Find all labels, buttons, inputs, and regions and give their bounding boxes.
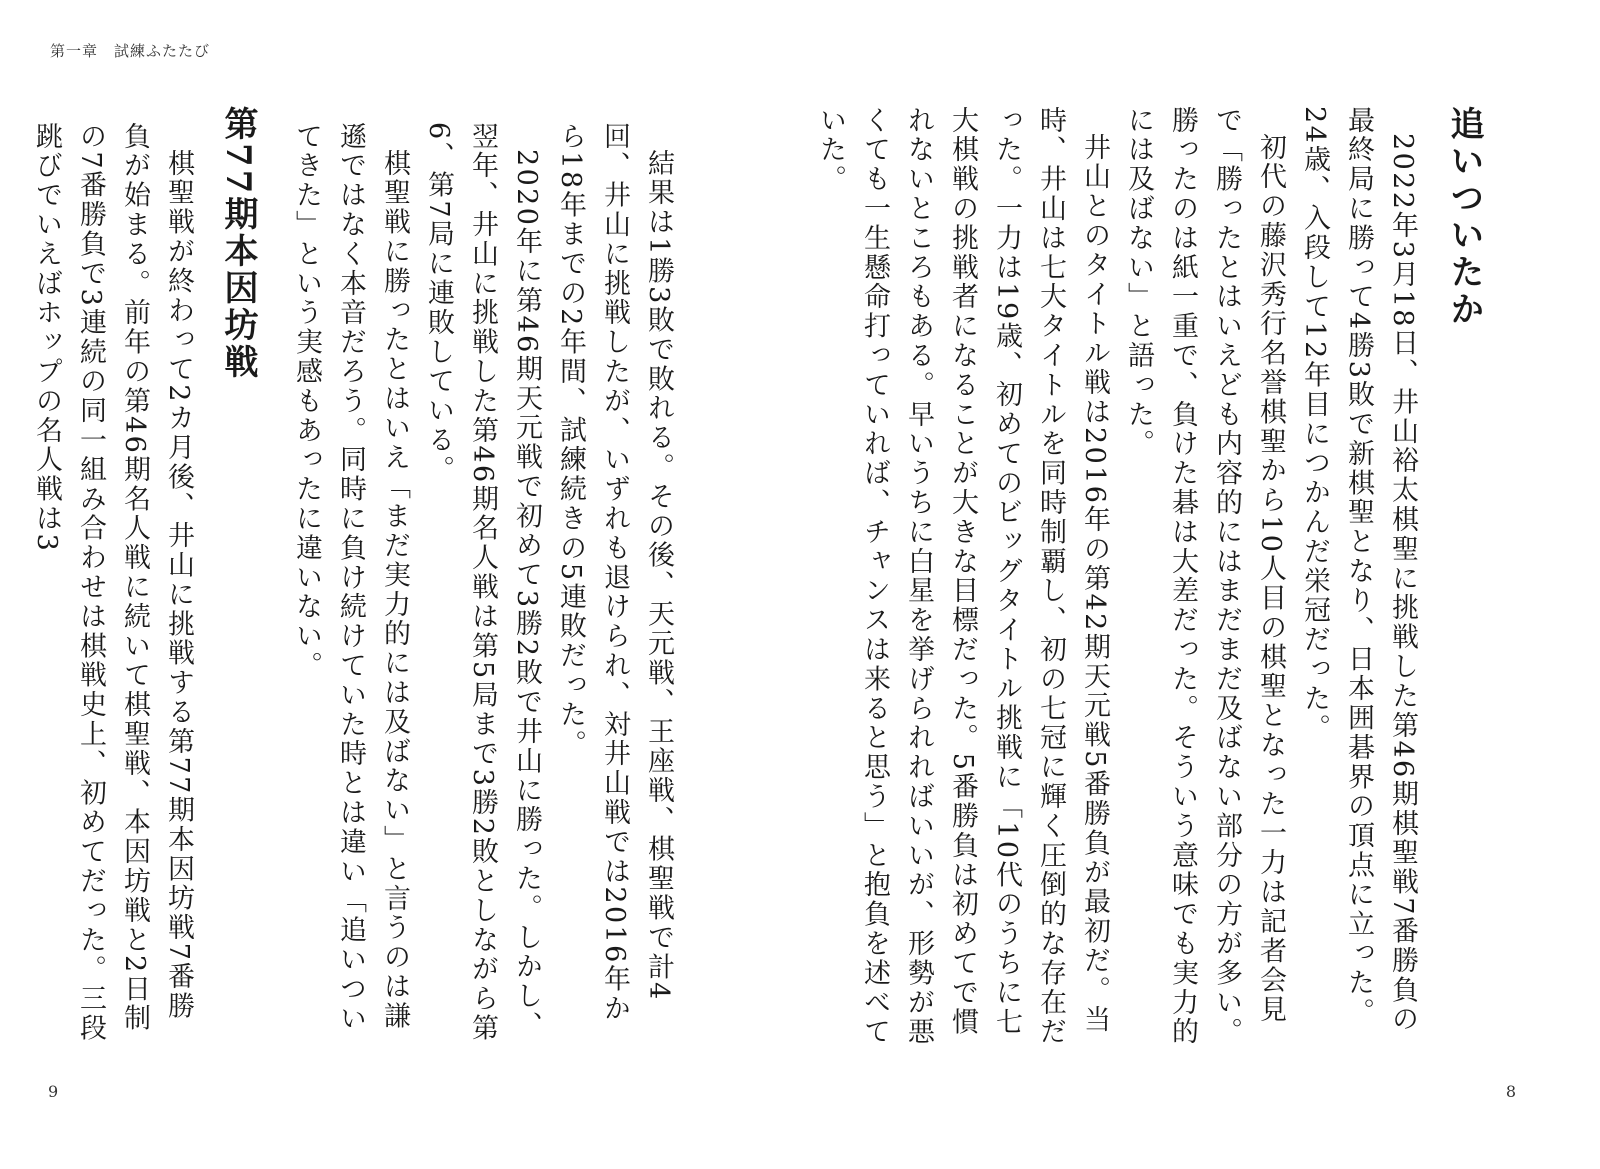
paragraph: 結果は1勝3敗で敗れる。その後、天元戦、王座戦、棋聖戦で計4回、井山に挑戦したが、いずれも退けられ、対井山戦では2016年から18年までの2年間、試練続きの5連敗だった。 [555,122,674,1024]
paragraph: 2020年に第46期天元戦で初めて3勝2敗で井山に勝った。しかし、翌年、井山に挑戦した第46期名人戦は第5局まで3勝2敗としながら第6、第7局に連敗している。 [423,122,542,1044]
right-page-body [815,106,1488,1051]
paragraph: 棋聖戦が終わって2カ月後、井山に挑戦する第77期本因坊戦7番勝負が始まる。前年の第46期名人戦に続いて棋聖戦、本因坊戦と2日制の7番勝負で3連続の同一組み合わせは棋戦史上、初めてだった。三段跳びでいえばホップの名人戦は3 [31,122,194,1044]
section-heading-catching-up: 追いついたか [1444,106,1484,328]
running-head: 第一章 試練ふたたび [50,42,211,60]
paragraph: 棋聖戦に勝ったとはいえ「まだ実力的には及ばない」と言うのは謙遜ではなく本音だろう。同時に負け続けていた時とは違い「追いついてきた」という実感もあったに違いない。 [291,122,410,1034]
left-page-body [31,106,680,1047]
paragraph: 井山とのタイトル戦は2016年の第42期天元戦5番勝負が最初だ。当時、井山は七大タイトルを同時制覇し、初の七冠に輝く圧倒的な存在だった。一力は19歳、初めてのビッグタイトル挑戦に「10代のうちに七大棋戦の挑戦者になることが大きな目標だった。5番勝負は初めてで慣れないところもある。早いうちに白星を挙げられればいいが、形勢が悪くても一生懸命打っていれば、チャンスは来ると思う」と抱負を述べていた。 [815,106,1110,1047]
section-heading-honinbo: 第77期本因坊戦 [218,106,258,382]
page-number-left: 9 [48,1082,59,1101]
paragraph: 2022年3月18日、井山裕太棋聖に挑戦した第46期棋聖戦7番勝負の最終局に勝って4勝3敗で新棋聖となり、日本囲碁界の頂点に立った。24歳、入段して12年目につかんだ栄冠だった。 [1299,106,1418,1035]
paragraph: 初代の藤沢秀行名誉棋聖から10人目の棋聖となった一力は記者会見で「勝ったとはいえども内容的にはまだまだ及ばない部分の方が多い。勝ったのは紙一重で、負けた碁は大差だった。そういう意味でも実力的には及ばない」と語った。 [1123,106,1286,1047]
page-number-right: 8 [1505,1082,1516,1101]
